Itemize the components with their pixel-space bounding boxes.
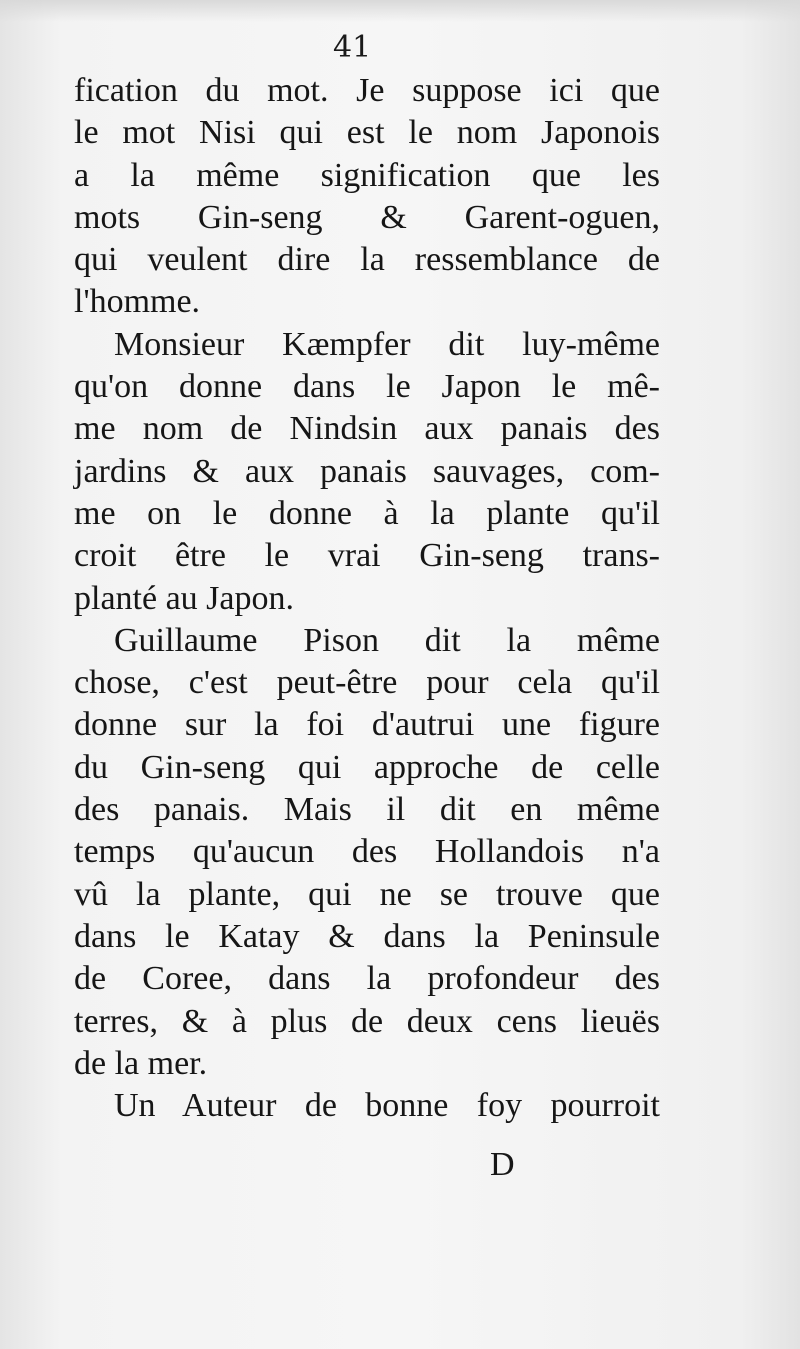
text-line: des panais. Mais il dit en même [74, 791, 660, 829]
body-text [74, 70, 660, 1127]
text-line: a la même signification que les [74, 156, 660, 194]
text-line: Monsieur Kæmpfer dit luy-même [114, 325, 660, 363]
text-line: du Gin-seng qui approche de celle [74, 748, 660, 786]
text-line: me on le donne à la plante qu'il [74, 494, 660, 532]
catchword: D [490, 1146, 515, 1183]
text-line: qu'on donne dans le Japon le mê- [74, 368, 660, 406]
text-line: dans le Katay & dans la Peninsule [74, 917, 660, 955]
text-line: l'homme. [74, 283, 201, 321]
text-line: qui veulent dire la ressemblance de [74, 241, 660, 279]
text-line: Un Auteur de bonne foy pourroit [114, 1087, 660, 1125]
text-line: jardins & aux panais sauvages, com- [74, 452, 660, 490]
text-line: croit être le vrai Gin-seng trans- [74, 537, 660, 575]
text-line: planté au Japon. [74, 579, 294, 617]
page-number: 41 [333, 30, 372, 65]
text-line: de la mer. [74, 1044, 208, 1082]
text-line: terres, & à plus de deux cens lieuës [74, 1002, 660, 1040]
text-line: temps qu'aucun des Hollandois n'a [74, 833, 660, 871]
text-line: me nom de Nindsin aux panais des [74, 410, 660, 448]
text-line: le mot Nisi qui est le nom Japonois [74, 114, 660, 152]
text-line: donne sur la foi d'autrui une figure [74, 706, 660, 744]
text-line: Guillaume Pison dit la même [114, 621, 660, 659]
text-line: vû la plante, qui ne se trouve que [74, 875, 660, 913]
text-line: mots Gin-seng & Garent-oguen, [74, 198, 660, 236]
text-line: fication du mot. Je suppose ici que [74, 72, 660, 109]
text-line: de Coree, dans la profondeur des [74, 960, 660, 998]
text-line: chose, c'est peut-être pour cela qu'il [74, 664, 660, 702]
